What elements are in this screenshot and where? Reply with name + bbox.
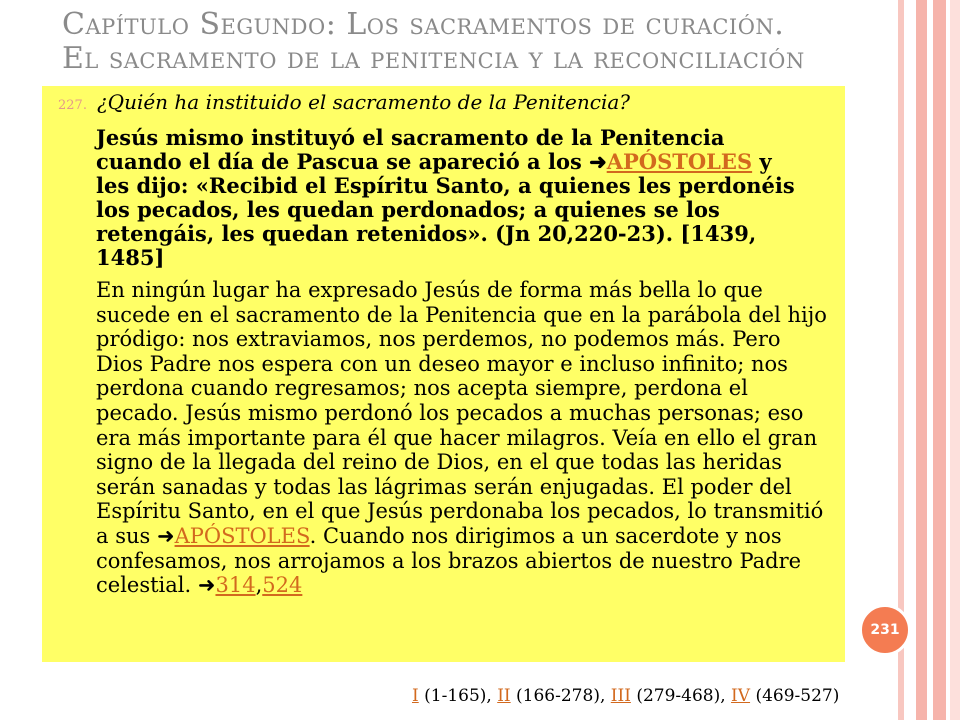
arrow-icon: ➜ xyxy=(156,523,175,548)
page-title xyxy=(62,8,902,76)
part-range: (1-165), xyxy=(418,686,498,706)
arrow-icon: ➜ xyxy=(197,573,216,598)
decorative-stripe xyxy=(933,0,946,720)
title-line-1: Capítulo Segundo: Los sacramentos de curación. xyxy=(62,7,785,42)
part-link-iv[interactable]: IV xyxy=(731,686,751,706)
question xyxy=(58,90,630,114)
answer-part-1: Jesús mismo instituyó el sacramento de la Penitencia cuando el día de Pascua se apareció a los xyxy=(96,125,725,174)
question-text: ¿Quién ha instituido el sacramento de la Penitencia? xyxy=(96,90,630,114)
page-number-badge: 231 xyxy=(859,604,911,656)
explanation-paragraph xyxy=(96,278,831,598)
decorative-stripe xyxy=(950,0,960,720)
part-range: (279-468), xyxy=(630,686,732,706)
apostoles-link[interactable]: APÓSTOLES xyxy=(174,523,310,548)
arrow-icon: ➜ xyxy=(589,149,607,174)
reference-separator: , xyxy=(255,573,263,598)
answer-part-2: y les dijo: «Recibid el Espíritu Santo, a quienes les perdonéis los pecados, les quedan perdonados; a quienes se los retengáis, les quedan retenidos». (Jn 20,220-23). [1439, 1485] xyxy=(96,149,795,270)
answer-text xyxy=(96,126,811,270)
part-link-iii[interactable]: III xyxy=(610,686,631,706)
part-link-i[interactable]: I xyxy=(412,686,419,706)
paragraph-text-2: . Cuando nos dirigimos a un sacerdote y nos confesamos, nos arrojamos a los brazos abiertos de nuestro Padre celestial. xyxy=(96,523,802,598)
reference-link-524[interactable]: 524 xyxy=(262,573,303,598)
footer-navigation xyxy=(412,686,839,706)
decorative-stripe xyxy=(916,0,927,720)
question-number: 227. xyxy=(58,98,87,113)
title-line-2: El sacramento de la penitencia y la reconciliación xyxy=(62,41,805,76)
apostoles-link[interactable]: APÓSTOLES xyxy=(606,149,753,174)
part-range: (469-527) xyxy=(750,686,840,706)
paragraph-text-1: En ningún lugar ha expresado Jesús de forma más bella lo que sucede en el sacramento de la Penitencia que en la parábola del hijo pródigo: nos extraviamos, nos perdemos, no podemos más. Pero Dios Padre nos espera con un deseo mayor e incluso infinito; nos perdona cuando regresamos; nos acepta siempre, perdona el pecado. Jesús mismo perdonó los pecados a muchas personas; eso era más importante para él que hacer milagros. Veía en ello el gran signo de la llegada del reino de Dios, en el que todas las heridas serán sanadas y todas las lágrimas serán enjugadas. El poder del Espíritu Santo, en el que Jesús perdonaba los pecados, lo transmitió a sus xyxy=(96,278,827,548)
part-link-ii[interactable]: II xyxy=(497,686,511,706)
part-range: (166-278), xyxy=(510,686,611,706)
reference-link-314[interactable]: 314 xyxy=(215,573,256,598)
